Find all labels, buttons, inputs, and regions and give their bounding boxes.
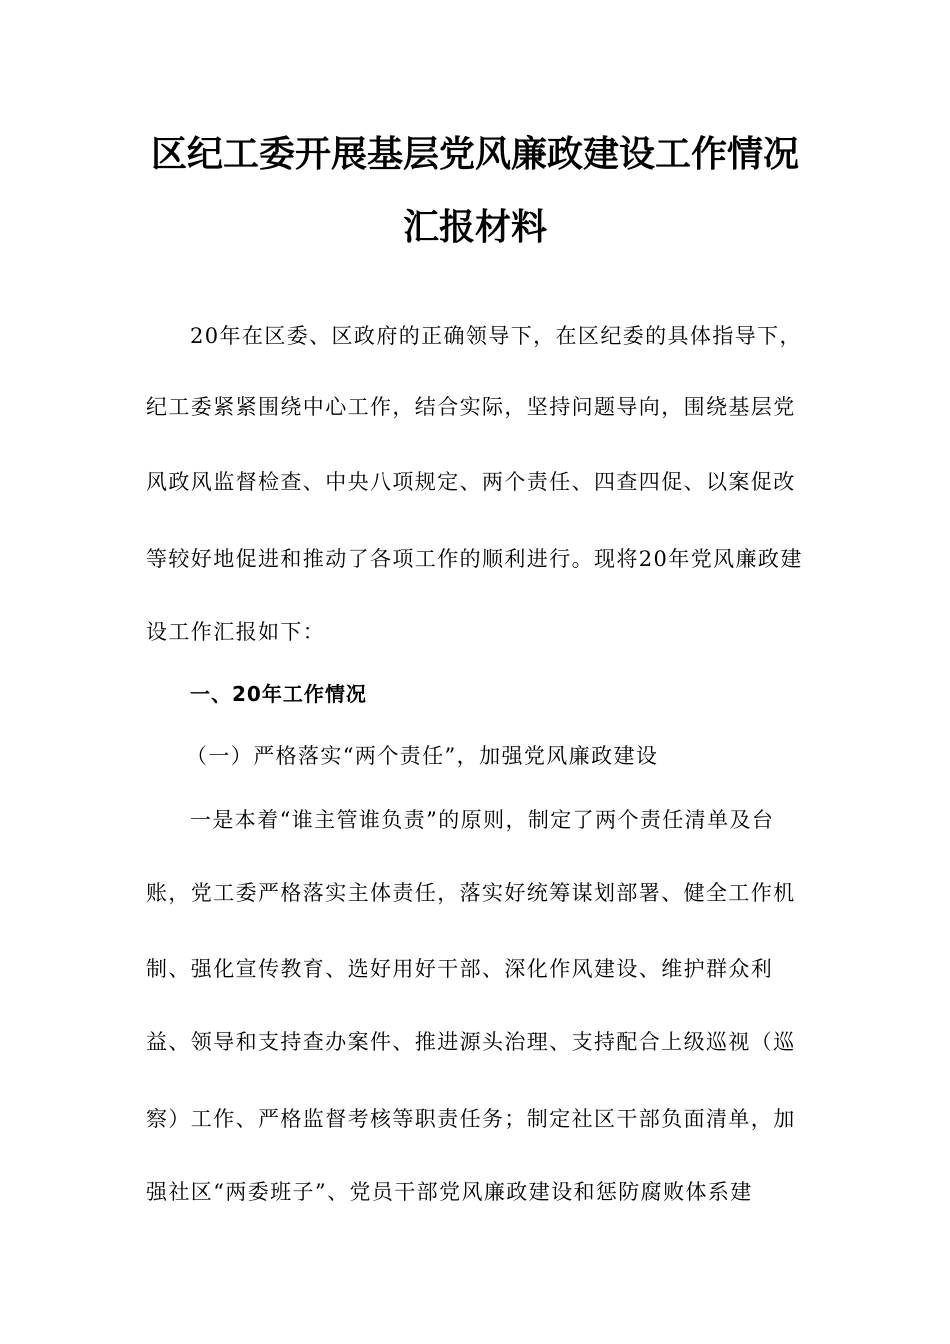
- subsection-heading: （一）严格落实“两个责任”，加强党风廉政建设: [186, 744, 659, 768]
- paragraph-1-line-4: 等较好地促进和推动了各项工作的顺利进行。现将20年党风廉政建: [146, 547, 803, 571]
- paragraph-1-line-3: 风政风监督检查、中央八项规定、两个责任、四查四促、以案促改: [146, 470, 796, 494]
- paragraph-2-line-4: 益、领导和支持查办案件、推进源头治理、支持配合上级巡视（巡: [146, 1030, 796, 1054]
- document-title-line-1: 区纪工委开展基层党风廉政建设工作情况: [150, 133, 799, 175]
- paragraph-2-line-3: 制、强化宣传教育、选好用好干部、深化作风建设、维护群众利: [146, 957, 774, 981]
- document-title-line-2: 汇报材料: [402, 206, 547, 248]
- paragraph-1-line-5: 设工作汇报如下：: [146, 620, 326, 644]
- paragraph-2-line-5: 察）工作、严格监督考核等职责任务；制定社区干部负面清单，加: [146, 1107, 796, 1131]
- paragraph-2-line-6: 强社区“两委班子”、党员干部党风廉政建设和惩防腐败体系建: [146, 1180, 753, 1204]
- section-heading: 一、20年工作情况: [190, 682, 367, 706]
- paragraph-2-line-2: 账，党工委严格落实主体责任，落实好统筹谋划部署、健全工作机: [146, 881, 796, 905]
- paragraph-1-line-1: 20年在区委、区政府的正确领导下，在区纪委的具体指导下，: [190, 324, 802, 348]
- paragraph-1-line-2: 纪工委紧紧围绕中心工作，结合实际，坚持问题导向，围绕基层党: [146, 395, 796, 419]
- paragraph-2-line-1: 一是本着“谁主管谁负责”的原则，制定了两个责任清单及台: [190, 808, 775, 832]
